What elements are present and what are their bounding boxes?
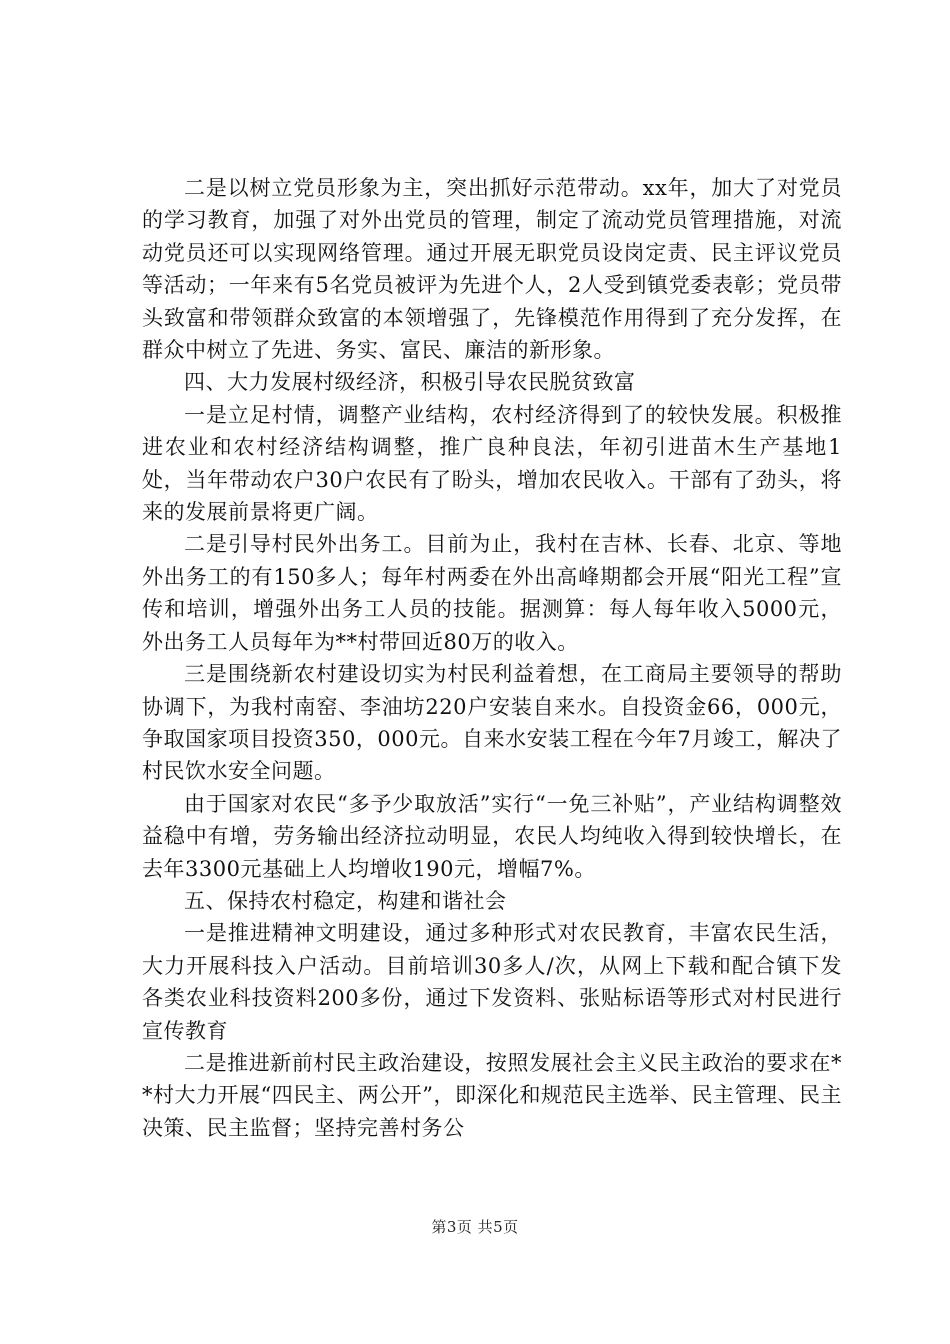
paragraph-civilization: 一是推进精神文明建设，通过多种形式对农民教育，丰富农民生活，大力开展科技入户活动。目前培训30多人/次，从网上下载和配合镇下发各类农业科技资料200多份，通过下发资料、张贴标语等形式对村民进行宣传教育 [142,921,842,1043]
paragraph-industry-structure: 一是立足村情，调整产业结构，农村经济得到了的较快发展。积极推进农业和农村经济结构调整，推广良种良法，年初引进苗木生产基地1处，当年带动农户30户农民有了盼头，增加农民收入。干部有了劲头，将来的发展前景将更广阔。 [142,402,842,525]
paragraph-water-supply: 三是围绕新农村建设切实为村民利益着想，在工商局主要领导的帮助协调下，为我村南窑、李油坊220户安装自来水。自投资金66，000元，争取国家项目投资350，000元。自来水安装工程在今年7月竣工，解决了村民饮水安全问题。 [142,662,842,784]
paragraph-democracy: 二是推进新前村民主政治建设，按照发展社会主义民主政治的要求在**村大力开展“四民主、两公开”，即深化和规范民主选举、民主管理、民主决策、民主监督；坚持完善村务公 [142,1050,842,1140]
section-heading-economy: 四、大力发展村级经济，积极引导农民脱贫致富 [184,370,636,395]
paragraph-migrant-work: 二是引导村民外出务工。目前为止，我村在吉林、长春、北京、等地外出务工的有150多人；每年村两委在外出高峰期都会开展“阳光工程”宣传和培训，增强外出务工人员的技能。据测算：每人每年收入5000元，外出务工人员每年为**村带回近80万的收入。 [142,532,842,654]
paragraph-party-image: 二是以树立党员形象为主，突出抓好示范带动。xx年，加大了对党员的学习教育，加强了对外出党员的管理，制定了流动党员管理措施，对流动党员还可以实现网络管理。通过开展无职党员设岗定责、民主评议党员等活动；一年来有5名党员被评为先进个人，2人受到镇党委表彰；党员带头致富和带领群众致富的本领增强了，先锋模范作用得到了充分发挥，在群众中树立了先进、务实、富民、廉洁的新形象。 [142,176,842,363]
section-heading-stability: 五、保持农村稳定，构建和谐社会 [184,888,507,913]
document-body [142,172,842,1144]
paragraph-income-growth: 由于国家对农民“多予少取放活”实行“一免三补贴”，产业结构调整效益稳中有增，劳务输出经济拉动明显，农民人均纯收入得到较快增长，在去年3300元基础上人均增收190元，增幅7%。 [142,791,842,881]
page-footer: 第3页 共5页 [431,1218,519,1236]
